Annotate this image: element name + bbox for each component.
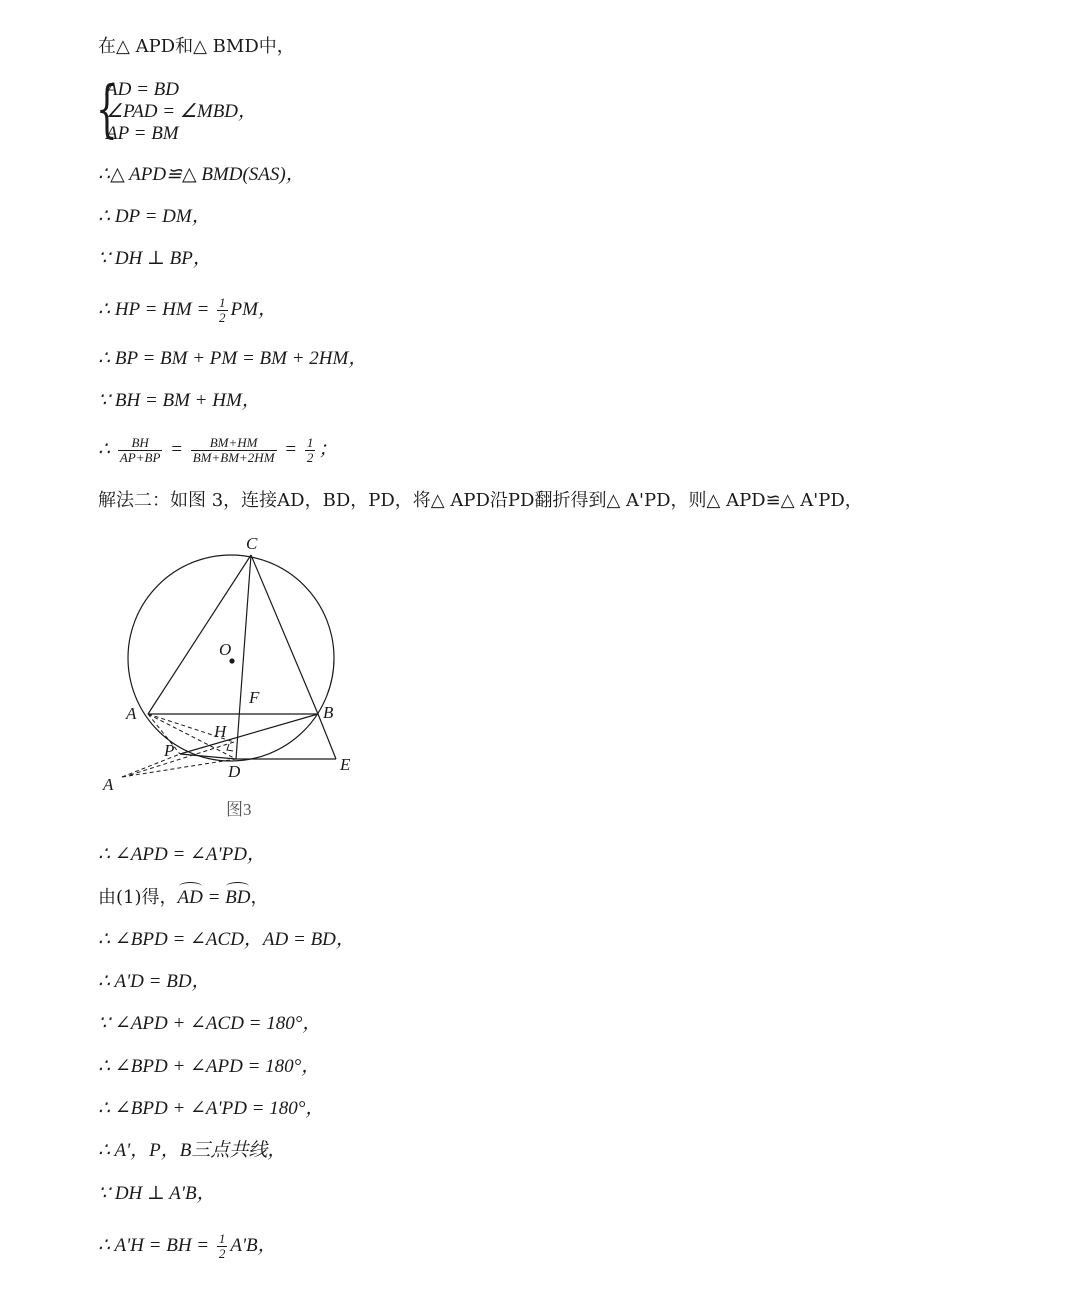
- line-bpd-acd: ∴ ∠BPD = ∠ACD，AD = BD，: [98, 929, 355, 950]
- fraction-half-final: $\frac{1}{2}$: [218, 1231, 226, 1261]
- segment-cb: [251, 555, 318, 714]
- center-point-o: [229, 658, 234, 663]
- label-o: O: [219, 640, 232, 659]
- label-b: B: [323, 703, 334, 722]
- line-dh-perp-aprime-b: ∵ DH ⊥ A'B，: [98, 1183, 216, 1204]
- figure-caption: 图3: [226, 800, 252, 819]
- line-apd-eq-aprimepd: ∴ ∠APD = ∠A'PD，: [98, 844, 266, 865]
- fraction-bm-hm: $\frac{BM+HM}{BM+BM+2HM}$: [192, 435, 275, 465]
- label-f: F: [249, 688, 260, 707]
- system-eq-1: AD = BD: [106, 79, 179, 100]
- line-apd-acd-180: ∵ ∠APD + ∠ACD = 180°，: [98, 1013, 322, 1034]
- fraction-half: $\frac{1}{2}$: [219, 295, 226, 325]
- line-aprime-d-bd: ∴ A'D = BD，: [98, 971, 211, 992]
- label-p: P: [164, 741, 175, 760]
- right-angle-mark: [227, 744, 233, 751]
- label-h: H: [214, 722, 227, 741]
- segment-cd: [236, 555, 251, 759]
- line-bh-sum: ∵ BH = BM + HM，: [98, 390, 261, 411]
- label-a-prime: A: [103, 775, 114, 794]
- label-e: E: [340, 755, 351, 774]
- line-bpd-apd-180: ∴ ∠BPD + ∠APD = 180°，: [98, 1056, 321, 1077]
- geometry-figure-3: [96, 528, 376, 828]
- line-method-two: 解法二：如图 3，连接AD，BD，PD，将△ APD沿PD翻折得到△ A'PD，则△ APD≌△ A'PD，: [98, 490, 863, 511]
- dashed-a2-d: [122, 759, 236, 777]
- line-ratio: ∴ $\frac{BH}{AP+BP}$ = $\frac{BM+HM}{BM+BM+2HM}$ = $\frac{1}{2}$ ；: [98, 435, 338, 465]
- line-collinear: ∴ A'，P，B三点共线，: [98, 1140, 287, 1161]
- segment-bp: [180, 714, 318, 754]
- arc-ad: AD: [177, 887, 203, 908]
- arc-bd: BD: [225, 887, 251, 908]
- line-arc-equal: 由(1)得，AD = BD，: [98, 887, 269, 908]
- system-eq-3: AP = BM: [106, 123, 179, 144]
- hp-hm-tail: PM，: [230, 298, 277, 320]
- line-bpd-aprimepd-180: ∴ ∠BPD + ∠A'PD = 180°，: [98, 1098, 325, 1119]
- line-hp-hm: [98, 296, 277, 325]
- dashed-a2-h: [130, 742, 234, 775]
- fraction-half-result: $\frac{1}{2}$: [306, 435, 314, 465]
- system-brace: {: [96, 72, 118, 145]
- segment-ca: [148, 555, 251, 714]
- line-dp-dm: ∴ DP = DM，: [98, 206, 211, 227]
- line-congruence-sas: ∴△ APD≌△ BMD(SAS)，: [98, 164, 305, 185]
- label-a: A: [126, 704, 137, 723]
- fraction-bh-over-ap-bp: $\frac{BH}{AP+BP}$: [119, 435, 161, 465]
- line-triangle-intro: 在△ APD和△ BMD中，: [98, 36, 295, 57]
- hp-hm-text: ∴ HP = HM =: [98, 298, 210, 320]
- line-bp-sum: ∴ BP = BM + PM = BM + 2HM，: [98, 348, 368, 369]
- line-dh-perp-bp: ∵ DH ⊥ BP，: [98, 248, 212, 269]
- label-d: D: [228, 762, 241, 781]
- label-c: C: [246, 534, 258, 553]
- system-eq-2: ∠PAD = ∠MBD，: [106, 101, 258, 122]
- line-aprime-h-bh: ∴ A'H = BH = $\frac{1}{2}$ A'B，: [98, 1231, 277, 1261]
